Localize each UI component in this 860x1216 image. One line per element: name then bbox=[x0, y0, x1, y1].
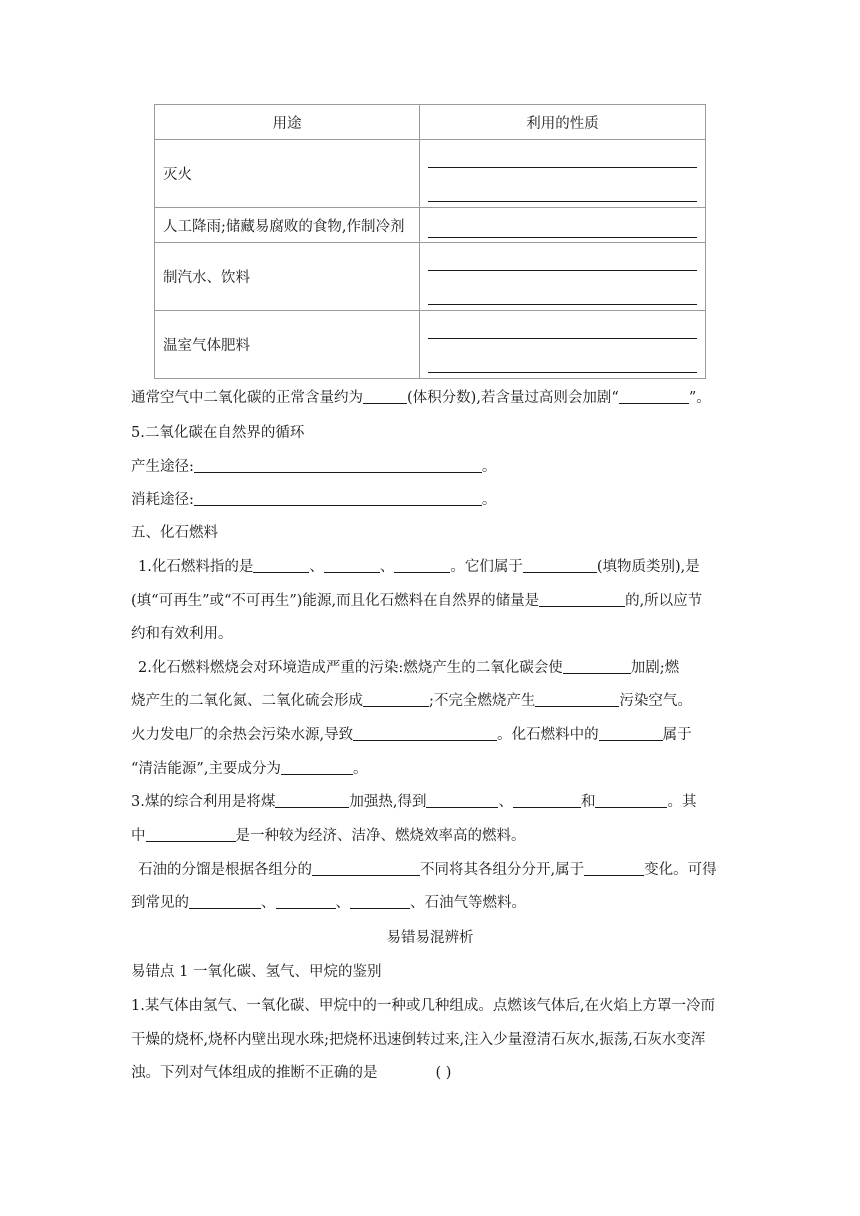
blank[interactable] bbox=[281, 760, 353, 776]
property-blank-cell[interactable] bbox=[420, 243, 706, 311]
produce-line: 产生途径: 。 bbox=[131, 459, 497, 475]
table-row bbox=[155, 311, 706, 379]
header-use: 用途 bbox=[155, 105, 420, 140]
blank[interactable] bbox=[146, 827, 236, 843]
blank[interactable] bbox=[513, 793, 581, 809]
co2-content-line: 通常空气中二氧化碳的正常含量约为 (体积分数),若含量过高则会加剧“ ”。 bbox=[131, 390, 711, 406]
blank[interactable] bbox=[539, 592, 625, 608]
paragraph-1-line-3: 约和有效利用。 bbox=[131, 626, 233, 642]
blank[interactable] bbox=[599, 726, 663, 742]
paragraph-4-line-1: 石油的分馏是根据各组分的 不同将其各组分分开,属于 变化。可得 bbox=[138, 862, 717, 878]
error-point-title: 易错点 1 一氧化碳、氢气、甲烷的鉴别 bbox=[131, 964, 382, 980]
blank[interactable] bbox=[426, 793, 498, 809]
paragraph-2-line-4: “清洁能源”,主要成分为 。 bbox=[131, 761, 368, 777]
blank[interactable] bbox=[276, 894, 336, 910]
question-1-line-3: 浊。下列对气体组成的推断不正确的是 ( ) bbox=[131, 1065, 452, 1081]
use-cell: 人工降雨;储藏易腐败的食物,作制冷剂 bbox=[155, 208, 420, 243]
use-cell: 制汽水、饮料 bbox=[155, 243, 420, 311]
blank-co2-percent[interactable] bbox=[363, 389, 407, 405]
blank[interactable] bbox=[584, 861, 644, 877]
header-property: 利用的性质 bbox=[420, 105, 706, 140]
blank[interactable] bbox=[275, 793, 349, 809]
paragraph-1-line-2: (填“可再生”或“不可再生”)能源,而且化石燃料在自然界的储量是 的,所以应节 bbox=[131, 593, 703, 609]
property-blank-cell[interactable] bbox=[420, 208, 706, 243]
property-blank-cell[interactable] bbox=[420, 311, 706, 379]
blank[interactable] bbox=[363, 692, 429, 708]
blank[interactable] bbox=[353, 726, 497, 742]
property-blank-cell[interactable] bbox=[420, 140, 706, 208]
use-cell: 灭火 bbox=[155, 140, 420, 208]
blank[interactable] bbox=[595, 793, 667, 809]
answer-line[interactable] bbox=[428, 339, 697, 373]
co2-uses-table bbox=[154, 104, 706, 379]
paragraph-3-line-2: 中 是一种较为经济、洁净、燃烧效率高的燃料。 bbox=[131, 828, 526, 844]
table-header-row bbox=[155, 105, 706, 140]
blank-consume[interactable] bbox=[194, 491, 482, 507]
blank[interactable] bbox=[189, 894, 261, 910]
table-row bbox=[155, 140, 706, 208]
blank[interactable] bbox=[394, 558, 450, 574]
blank[interactable] bbox=[350, 894, 410, 910]
answer-line[interactable] bbox=[428, 145, 697, 168]
errors-heading: 易错易混辨析 bbox=[386, 930, 474, 946]
paragraph-2-line-1: 2.化石燃料燃烧会对环境造成严重的污染:燃烧产生的二氧化碳会使 加剧;燃 bbox=[138, 660, 680, 676]
blank[interactable] bbox=[253, 558, 309, 574]
answer-line[interactable] bbox=[428, 213, 697, 238]
blank-produce[interactable] bbox=[194, 458, 482, 474]
answer-line[interactable] bbox=[428, 168, 697, 202]
question-1-line-1: 1.某气体由氢气、一氧化碳、甲烷中的一种或几种组成。点燃该气体后,在火焰上方罩一冷而 bbox=[131, 998, 715, 1014]
blank[interactable] bbox=[523, 558, 597, 574]
paragraph-3-line-1: 3.煤的综合利用是将煤 加强热,得到 、 和 。其 bbox=[131, 794, 697, 810]
blank[interactable] bbox=[535, 692, 619, 708]
blank-effect[interactable] bbox=[619, 389, 689, 405]
paragraph-2-line-3: 火力发电厂的余热会污染水源,导致 。化石燃料中的 属于 bbox=[131, 727, 692, 743]
section-fossil-fuels: 五、化石燃料 bbox=[131, 525, 218, 541]
blank[interactable] bbox=[324, 558, 380, 574]
blank[interactable] bbox=[312, 861, 420, 877]
paragraph-4-line-2: 到常见的 、 、 、石油气等燃料。 bbox=[131, 895, 526, 911]
consume-line: 消耗途径: 。 bbox=[131, 492, 497, 508]
paragraph-2-line-2: 烧产生的二氧化氮、二氧化硫会形成 ;不完全燃烧产生 污染空气。 bbox=[131, 693, 692, 709]
question-1-line-2: 干燥的烧杯,烧杯内壁出现水珠;把烧杯迅速倒转过来,注入少量澄清石灰水,振荡,石灰水变浑 bbox=[131, 1032, 706, 1048]
table-row bbox=[155, 208, 706, 243]
answer-line[interactable] bbox=[428, 316, 697, 339]
answer-parentheses[interactable]: ( ) bbox=[435, 1065, 452, 1081]
use-cell: 温室气体肥料 bbox=[155, 311, 420, 379]
answer-line[interactable] bbox=[428, 271, 697, 305]
paragraph-1-line-1: 1.化石燃料指的是 、 、 。它们属于 (填物质类别),是 bbox=[138, 559, 700, 575]
cycle-title: 5.二氧化碳在自然界的循环 bbox=[131, 425, 305, 441]
blank[interactable] bbox=[563, 659, 631, 675]
table-row bbox=[155, 243, 706, 311]
answer-line[interactable] bbox=[428, 248, 697, 271]
